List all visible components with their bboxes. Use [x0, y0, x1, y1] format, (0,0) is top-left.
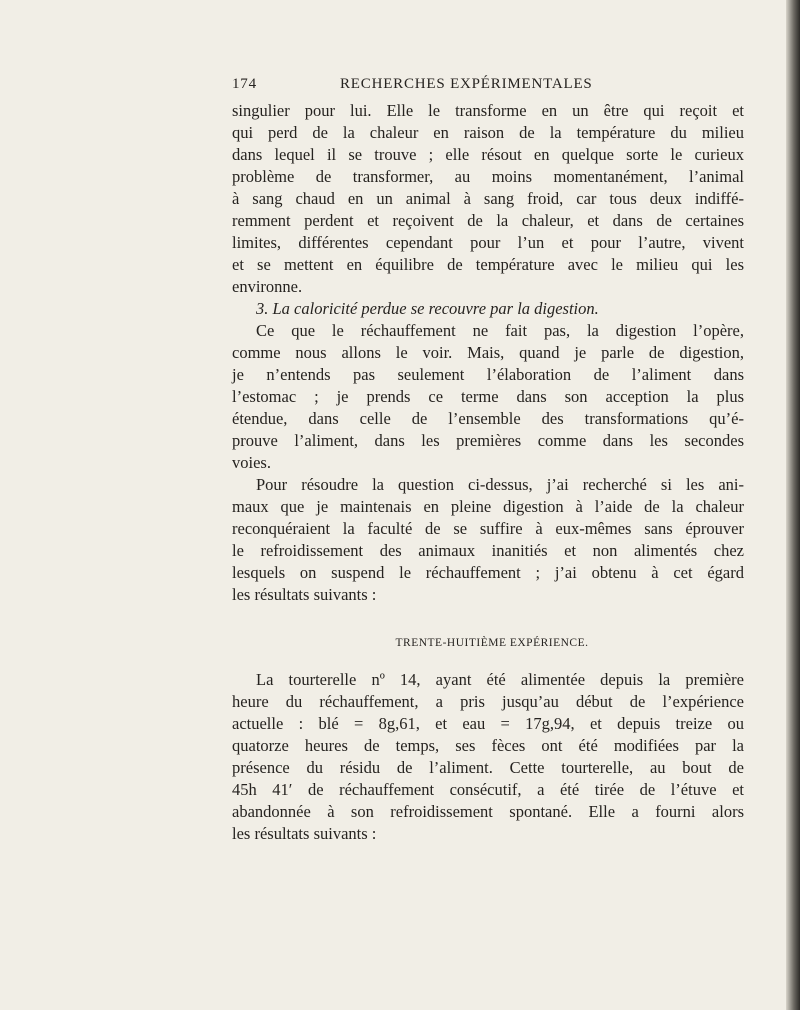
section-heading: TRENTE-HUITIÈME EXPÉRIENCE.	[395, 637, 589, 649]
text-line: prouve l’aliment, dans les premières comme dans les secondes	[232, 431, 744, 450]
text-line: étendue, dans celle de l’ensemble des transformations qu’é-	[232, 409, 744, 428]
text-line: abandonnée à son refroidissement spontané. Elle a fourni alors	[232, 802, 744, 821]
text-line: La tourterelle nº 14, ayant été alimentée depuis la première	[256, 670, 744, 689]
text-line: Ce que le réchauffement ne fait pas, la digestion l’opère,	[256, 321, 744, 340]
paragraph	[232, 474, 744, 606]
text-line: le refroidissement des animaux inanitiés et non alimentés chez	[232, 541, 744, 560]
text-line: à sang chaud en un animal à sang froid, car tous deux indiffé-	[232, 189, 744, 208]
text-line: environne.	[232, 277, 303, 296]
subheading: 3. La caloricité perdue se recouvre par la digestion.	[256, 299, 599, 318]
text-line: les résultats suivants :	[232, 585, 377, 604]
text-line: quatorze heures de temps, ses fèces ont été modifiées par la	[232, 736, 744, 755]
text-line: l’estomac ; je prends ce terme dans son acception la plus	[232, 387, 744, 406]
text-line: voies.	[232, 453, 271, 472]
text-line: dans lequel il se trouve ; elle résout en quelque sorte le curieux	[232, 145, 744, 164]
text-line: je n’entends pas seulement l’élaboration de l’aliment dans	[232, 365, 744, 384]
text-line: les résultats suivants :	[232, 824, 377, 843]
text-line: actuelle : blé = 8g,61, et eau = 17g,94, et depuis treize ou	[232, 714, 744, 733]
text-line: problème de transformer, au moins momentanément, l’animal	[232, 167, 744, 186]
text-line: qui perd de la chaleur en raison de la température du milieu	[232, 123, 744, 142]
paragraph	[232, 320, 744, 474]
page-edge-shadow	[786, 0, 800, 1010]
text-line: limites, différentes cependant pour l’un et pour l’autre, vivent	[232, 233, 744, 252]
text-line: reconquéraient la faculté de se suffire à eux-mêmes sans éprouver	[232, 519, 744, 538]
text-line: et se mettent en équilibre de température avec le milieu qui les	[232, 255, 744, 274]
text-line: lesquels on suspend le réchauffement ; j’ai obtenu à cet égard	[232, 563, 744, 582]
body-text	[232, 100, 744, 845]
paragraph	[232, 669, 744, 845]
text-line: présence du résidu de l’aliment. Cette tourterelle, au bout de	[232, 758, 744, 777]
page-header	[232, 76, 744, 96]
text-line: Pour résoudre la question ci-dessus, j’ai recherché si les ani-	[256, 475, 744, 494]
page-number: 174	[232, 76, 257, 92]
text-line: comme nous allons le voir. Mais, quand je parle de digestion,	[232, 343, 744, 362]
text-line: maux que je maintenais en pleine digestion à l’aide de la chaleur	[232, 497, 744, 516]
text-line: heure du réchauffement, a pris jusqu’au début de l’expérience	[232, 692, 744, 711]
text-line: 45h 41′ de réchauffement consécutif, a été tirée de l’étuve et	[232, 780, 744, 799]
paragraph	[232, 100, 744, 298]
text-line: singulier pour lui. Elle le transforme en un être qui reçoit et	[232, 101, 744, 120]
running-head: RECHERCHES EXPÉRIMENTALES	[340, 76, 593, 92]
text-line: remment perdent et reçoivent de la chaleur, et dans de certaines	[232, 211, 744, 230]
